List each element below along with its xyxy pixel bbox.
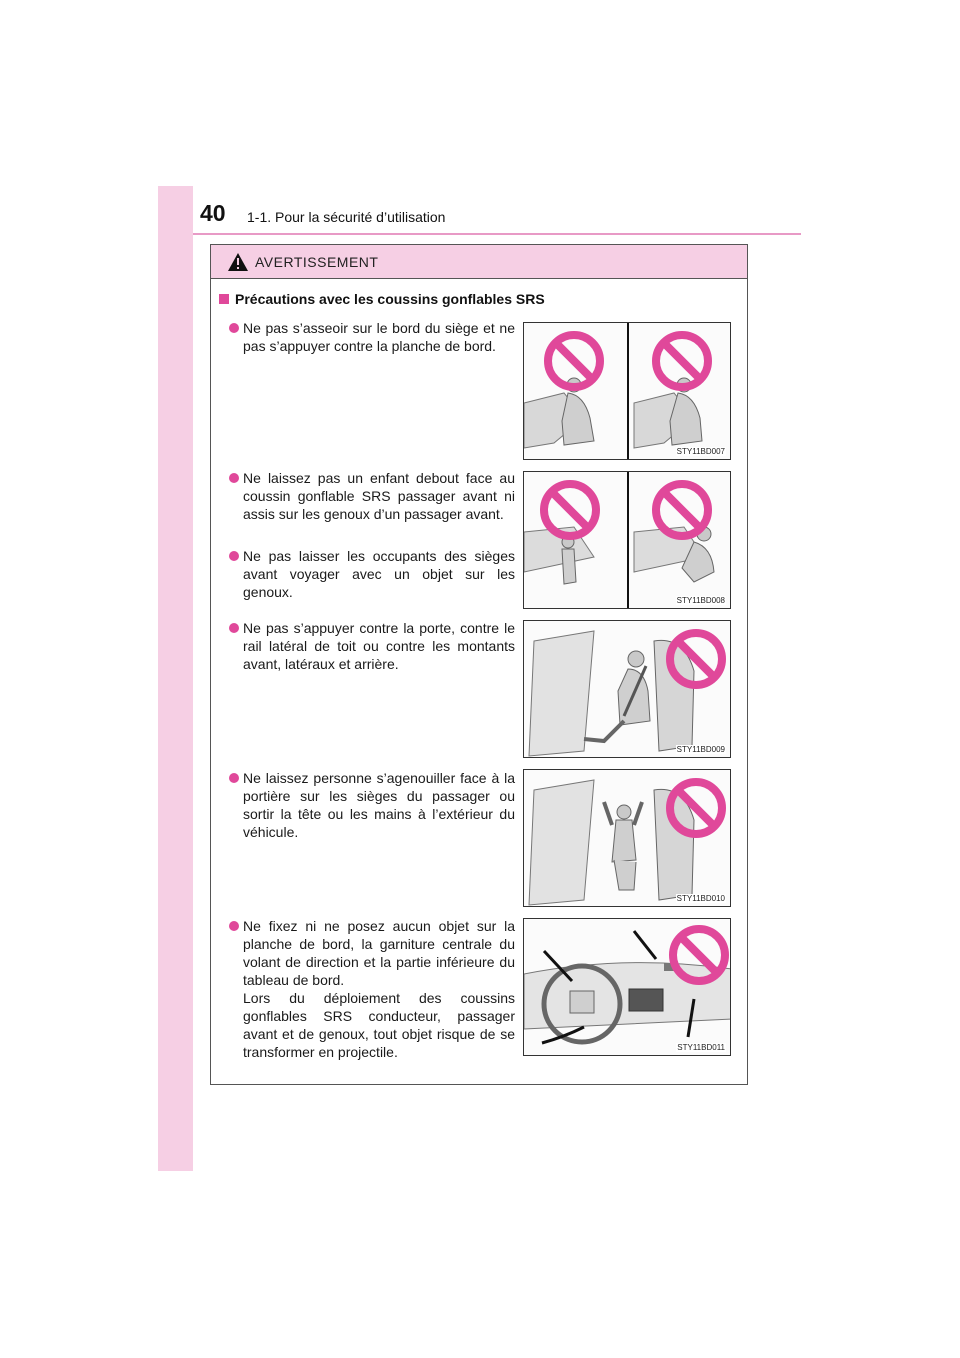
illustration-code: STY11BD007 <box>676 447 725 456</box>
bullet-item <box>229 319 515 355</box>
illustration-dashboard-objects <box>523 918 731 1056</box>
bullet-item <box>229 619 515 673</box>
page-number: 40 <box>200 200 226 226</box>
illustration-edge-of-seat <box>523 322 731 460</box>
bullet-dot-icon <box>229 773 239 783</box>
bullet-dot-icon <box>229 323 239 333</box>
warning-box <box>210 244 748 1085</box>
bullet-dot-icon <box>229 551 239 561</box>
bullet-text: Ne pas laisser les occupants des sièges avant voyager avec un objet sur les genoux. <box>243 548 515 600</box>
illustration-code: STY11BD009 <box>676 745 725 754</box>
subheading-text: Précautions avec les coussins gonflables SRS <box>235 291 545 307</box>
illustration-kneeling <box>523 769 731 907</box>
illustration-code: STY11BD010 <box>676 894 725 903</box>
illustration-child-standing <box>523 471 731 609</box>
warning-title: AVERTISSEMENT <box>255 254 379 270</box>
illustration-leaning-door <box>523 620 731 758</box>
bullet-text: Ne pas s’asseoir sur le bord du siège et ne pas s’appuyer contre la planche de bord. <box>243 320 515 354</box>
bullet-item <box>229 917 515 1061</box>
subheading <box>219 291 545 307</box>
warning-header <box>211 245 747 279</box>
bullet-dot-icon <box>229 473 239 483</box>
bullet-item <box>229 769 515 841</box>
illustration-code: STY11BD011 <box>677 1043 725 1052</box>
bullet-text: Ne laissez pas un enfant debout face au coussin gonflable SRS passager avant ni assis sur les genoux d’un passager avant. <box>243 470 515 522</box>
bullet-dot-icon <box>229 623 239 633</box>
bullet-text: Ne pas s’appuyer contre la porte, contre le rail latéral de toit ou contre les montants avant, latéraux et arrière. <box>243 620 515 672</box>
bullet-text: Ne laissez personne s’agenouiller face à la portière sur les sièges du passager ou sortir la tête ou les mains à l’extérieur du véhicule. <box>243 770 515 840</box>
header-rule <box>193 233 801 235</box>
section-title: 1-1. Pour la sécurité d’utilisation <box>247 209 446 225</box>
bullet-item <box>229 547 515 601</box>
warning-triangle-icon <box>227 252 249 272</box>
square-bullet-icon <box>219 294 229 304</box>
bullet-dot-icon <box>229 921 239 931</box>
bullet-text: Ne fixez ni ne posez aucun objet sur la planche de bord, la garniture centrale du volant de direction et la partie inférieure du tableau de bord. Lors du déploiement des coussins gonflables SRS conducteur, passager avant et de genoux, tout objet risque de se transformer en projectile. <box>243 918 515 1060</box>
side-tab-band <box>158 186 193 1171</box>
illustration-code: STY11BD008 <box>676 596 725 605</box>
bullet-item <box>229 469 515 523</box>
